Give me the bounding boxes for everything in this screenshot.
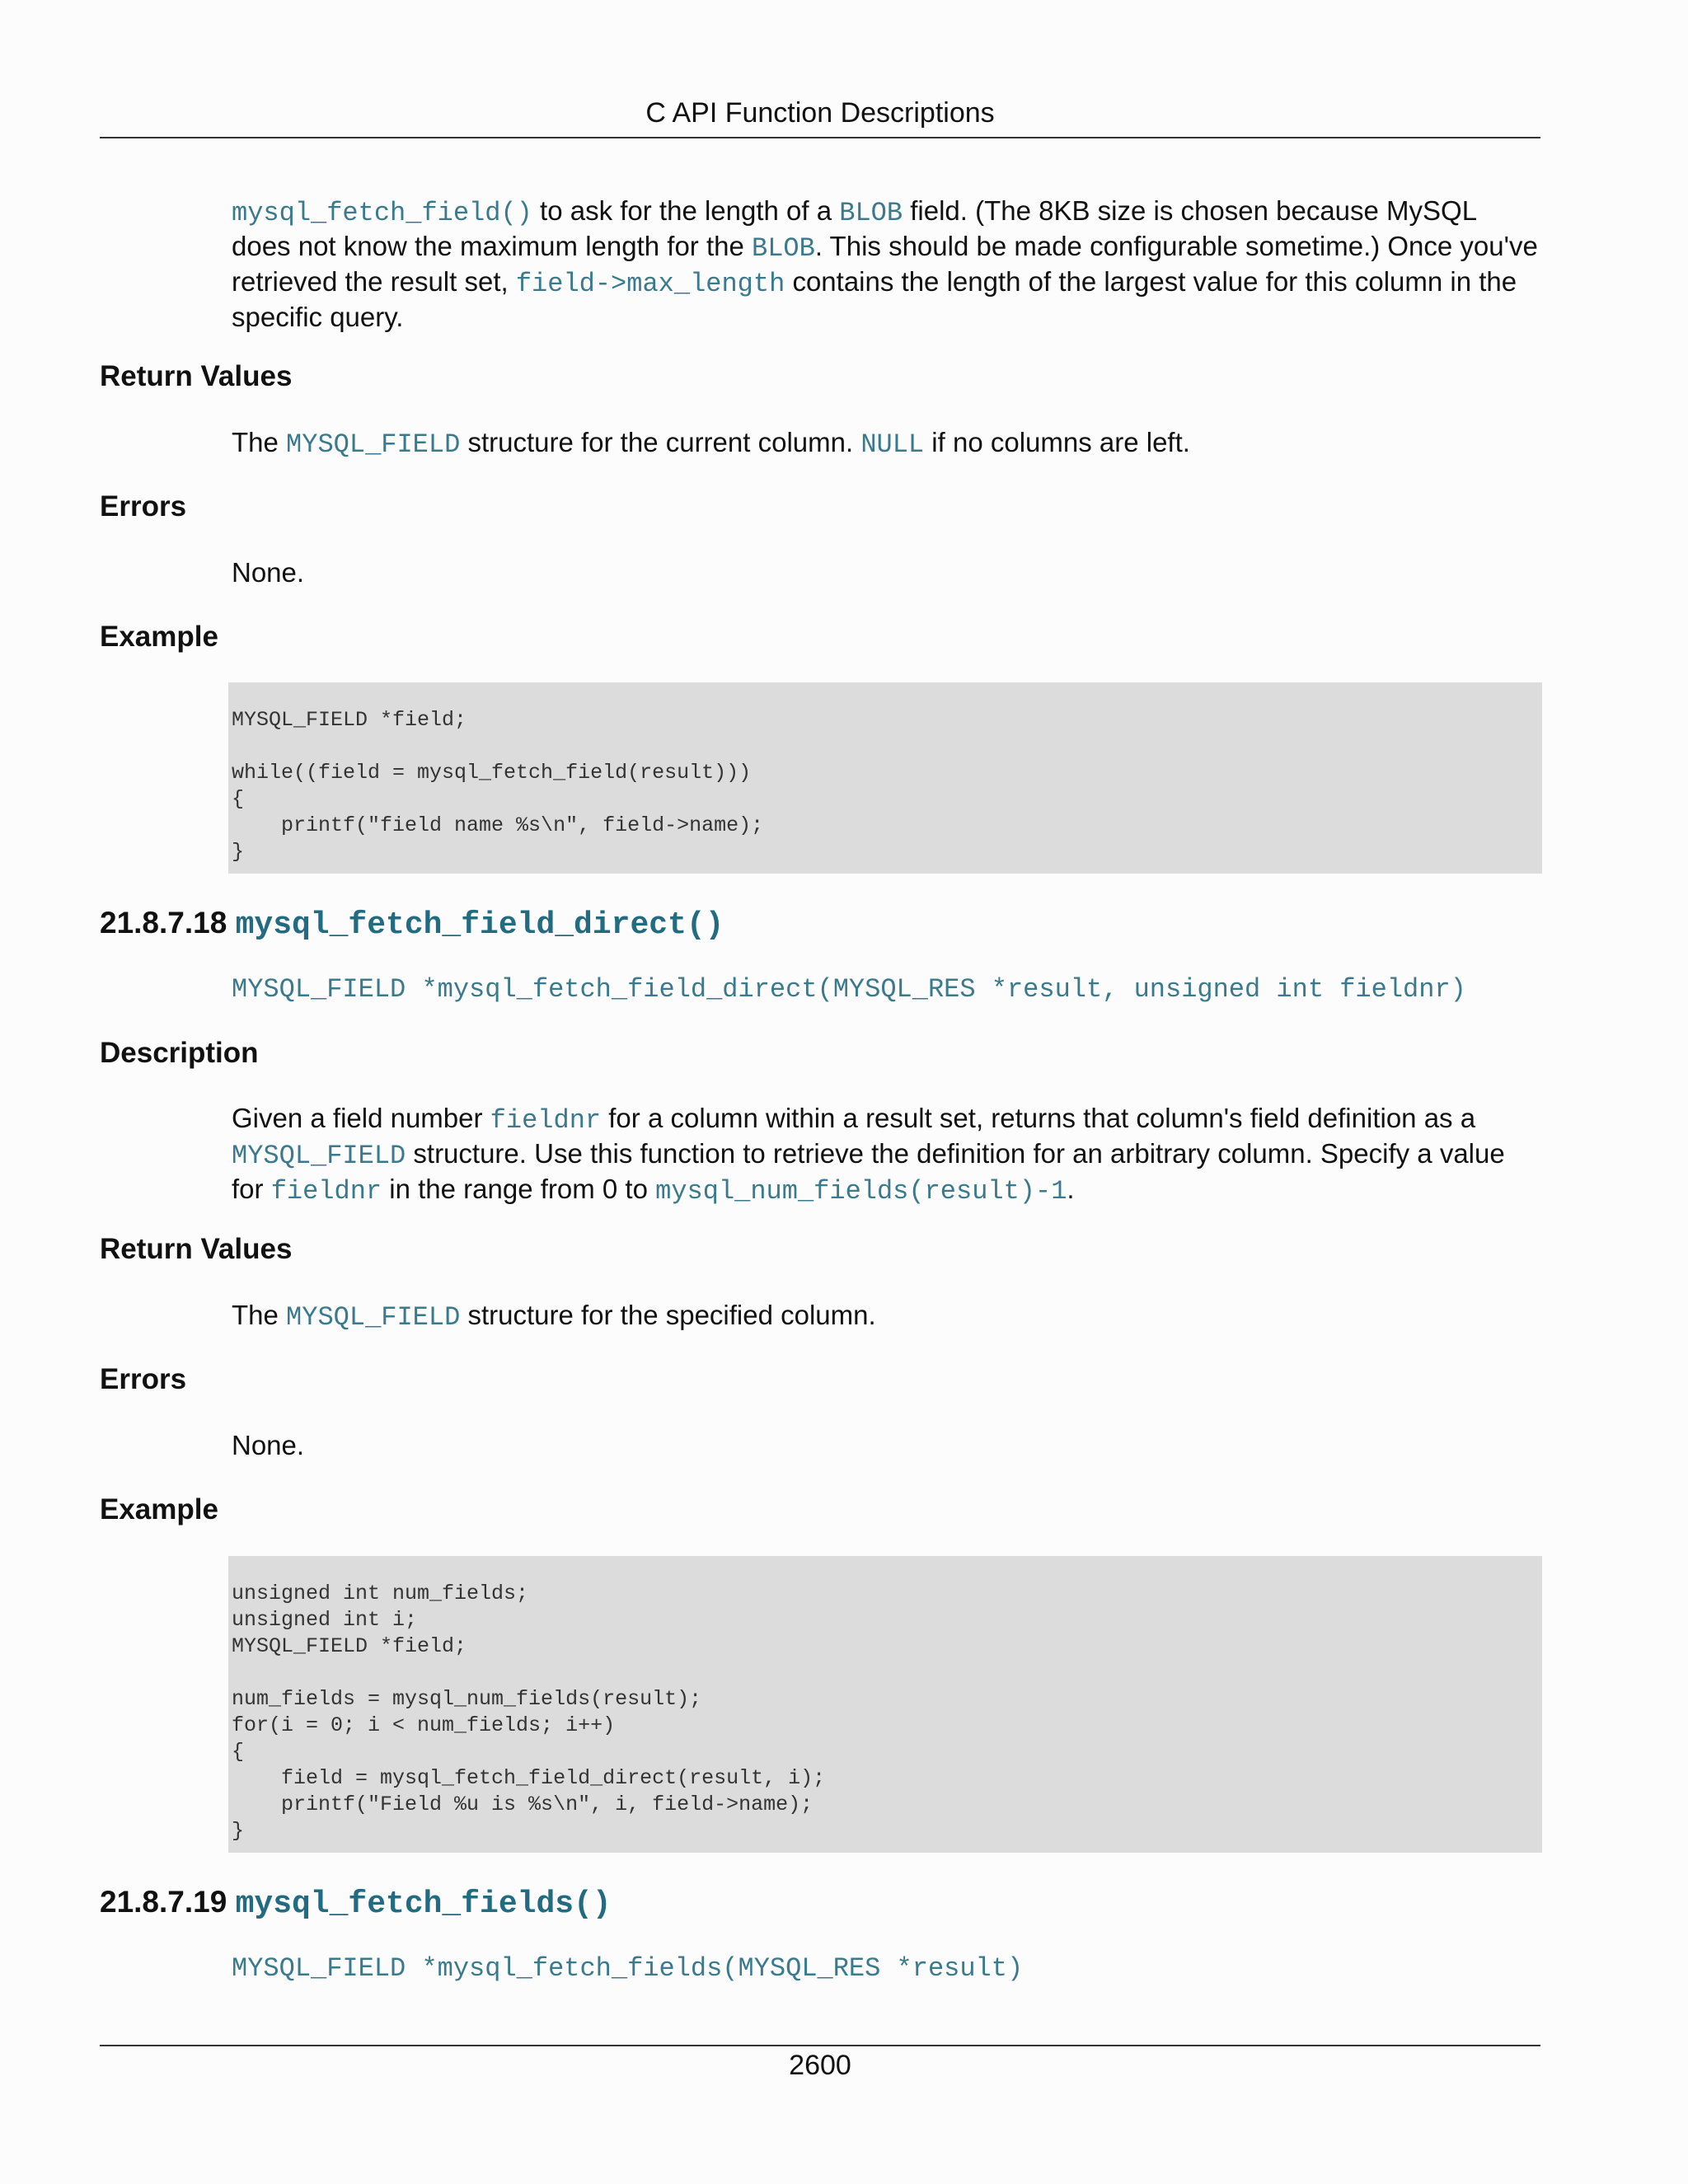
- section-title-fetch-field-direct: 21.8.7.18 mysql_fetch_field_direct(): [100, 906, 724, 943]
- inline-code: MYSQL_FIELD: [232, 1141, 406, 1171]
- running-header: C API Function Descriptions: [645, 97, 995, 129]
- example-code-block: unsigned int num_fields; unsigned int i; MYSQL_FIELD *field; num_fields = mysql_num_fields(result); for(i = 0; i < num_fields; i++) { field = mysql_fetch_field_direct(result, i); printf("Field %u is %s\n", i, field->name); }: [228, 1556, 1542, 1853]
- example-heading: Example: [100, 1493, 218, 1526]
- function-synopsis: MYSQL_FIELD *mysql_fetch_field_direct(MYSQL_RES *result, unsigned int fieldnr): [232, 974, 1466, 1005]
- function-name: mysql_fetch_field_direct(): [235, 907, 724, 943]
- errors-text: None.: [232, 557, 305, 588]
- inline-code: BLOB: [839, 198, 903, 228]
- inline-code: MYSQL_FIELD: [286, 429, 461, 460]
- inline-code: field->max_length: [515, 269, 785, 299]
- header-rule: [100, 137, 1540, 138]
- return-values-heading: Return Values: [100, 1233, 293, 1265]
- example-heading: Example: [100, 621, 218, 653]
- inline-code: fieldnr: [490, 1105, 602, 1136]
- errors-text: None.: [232, 1430, 305, 1460]
- description-heading: Description: [100, 1037, 259, 1069]
- inline-code: mysql_num_fields(result)-1: [655, 1176, 1067, 1207]
- return-values-text: The MYSQL_FIELD structure for the specified column.: [232, 1300, 876, 1333]
- errors-heading: Errors: [100, 490, 187, 523]
- example-code-block: MYSQL_FIELD *field; while((field = mysql_fetch_field(result))) { printf("field name %s\n", field->name); }: [228, 682, 1542, 874]
- description-paragraph: Given a field number fieldnr for a column within a result set, returns that column's field definition as a MYSQL_FIELD structure. Use this function to retrieve the definition for an arbitrary column. Specify a value for fieldnr in the range from 0 to mysql_num_fields(result)-1.: [232, 1103, 1505, 1207]
- return-values-text: The MYSQL_FIELD structure for the current column. NULL if no columns are left.: [232, 427, 1190, 460]
- inline-code: BLOB: [752, 233, 815, 264]
- errors-heading: Errors: [100, 1363, 187, 1395]
- inline-code: mysql_fetch_field(): [232, 198, 532, 228]
- intro-paragraph: mysql_fetch_field() to ask for the length of a BLOB field. (The 8KB size is chosen because MySQL does not know the maximum length for the BLOB. This should be made configurable sometime.) Once you've retrieved the result set, field->max_length contains the length of the largest value for this column in the specific query.: [232, 195, 1538, 332]
- inline-code: NULL: [860, 429, 925, 460]
- footer-rule: [100, 2045, 1540, 2046]
- return-values-heading: Return Values: [100, 360, 293, 392]
- function-synopsis: MYSQL_FIELD *mysql_fetch_fields(MYSQL_RES *result): [232, 1953, 1024, 1984]
- page-number: 2600: [789, 2050, 851, 2081]
- inline-code: MYSQL_FIELD: [286, 1302, 461, 1333]
- function-name: mysql_fetch_fields(): [235, 1886, 612, 1922]
- inline-code: fieldnr: [270, 1176, 382, 1207]
- section-title-fetch-fields: 21.8.7.19 mysql_fetch_fields(): [100, 1885, 612, 1922]
